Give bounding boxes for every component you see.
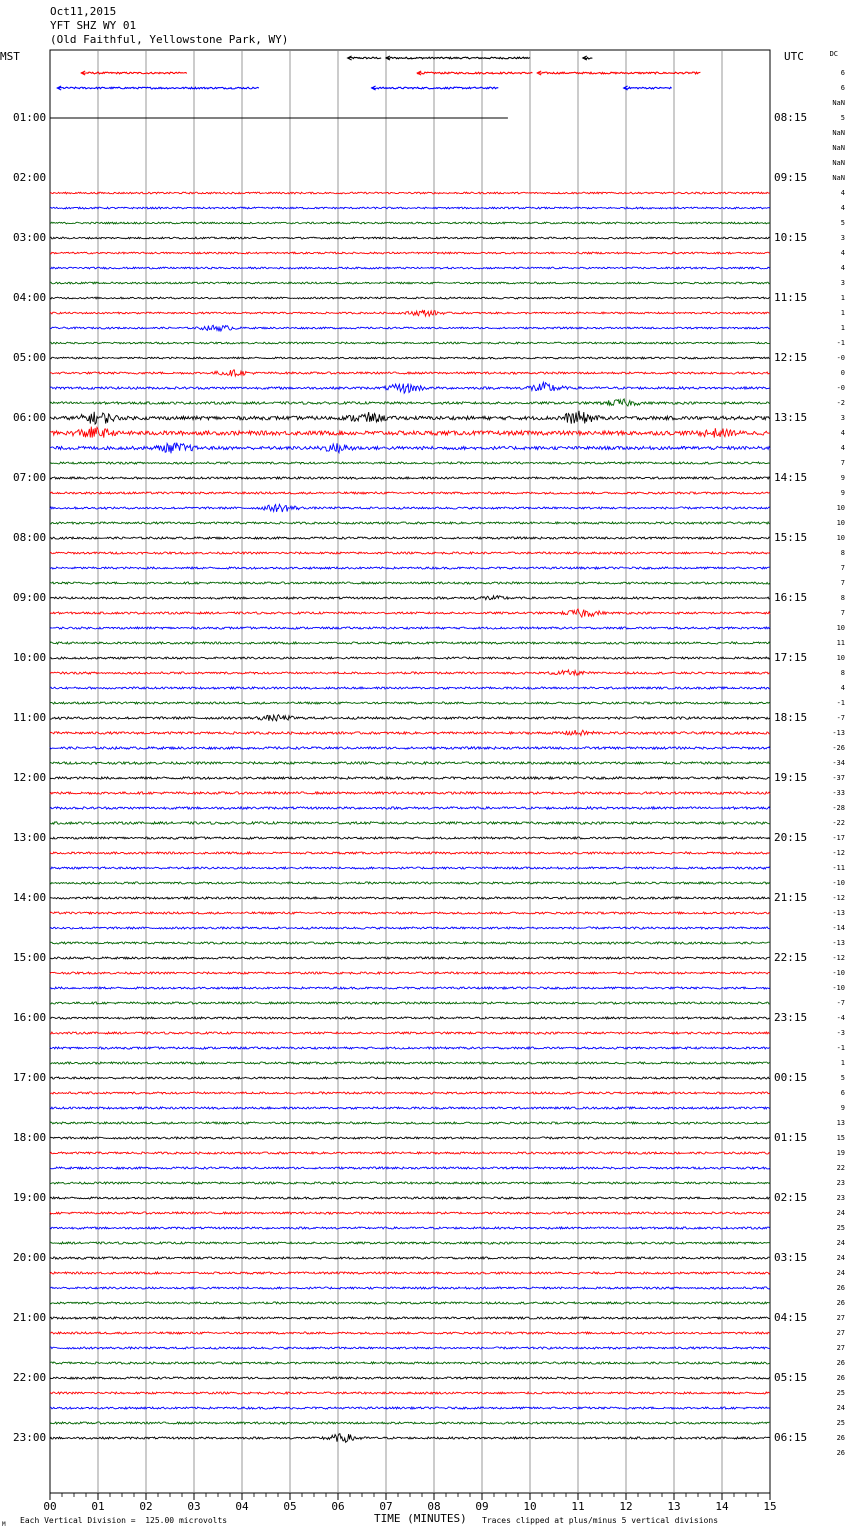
dc-offset-value: 8 <box>840 669 845 677</box>
trace-line <box>50 477 770 479</box>
dc-offset-value: 26 <box>836 1299 845 1307</box>
trace-line <box>50 912 770 914</box>
trace-line <box>50 267 770 269</box>
trace-line <box>50 609 770 617</box>
dc-offset-value: NaN <box>832 159 845 167</box>
x-tick-label: 14 <box>715 1500 729 1513</box>
x-tick-label: 01 <box>91 1500 105 1513</box>
dc-offset-value: 15 <box>836 1134 845 1142</box>
mst-hour-label: 22:00 <box>13 1371 47 1384</box>
trace-line <box>50 1302 770 1304</box>
trace-line <box>50 1032 770 1034</box>
trace-line <box>50 552 770 554</box>
x-tick-label: 10 <box>523 1500 537 1513</box>
utc-hour-label: 20:15 <box>774 831 808 844</box>
dc-offset-value: 5 <box>840 219 845 227</box>
dc-offset-value: -26 <box>832 744 845 752</box>
trace-line <box>50 1197 770 1199</box>
trace-line <box>50 1272 770 1274</box>
dc-offset-value: 11 <box>836 639 845 647</box>
dc-offset-value: NaN <box>832 99 845 107</box>
trace-line <box>50 1227 770 1229</box>
utc-hour-label: 00:15 <box>774 1071 808 1084</box>
dc-offset-value: 24 <box>836 1209 845 1217</box>
trace-line <box>50 747 770 749</box>
trace-line <box>50 297 770 299</box>
dc-offset-value: 25 <box>836 1224 845 1232</box>
dc-offset-value: 19 <box>836 1149 845 1157</box>
dc-offset-value: 4 <box>840 204 845 212</box>
trace-line <box>50 972 770 974</box>
trace-line <box>50 1152 770 1154</box>
dc-offset-value: 25 <box>836 1389 845 1397</box>
utc-hour-label: 09:15 <box>774 171 808 184</box>
trace-line <box>50 443 770 454</box>
dc-offset-value: -7 <box>836 714 845 722</box>
trace-line <box>50 687 770 689</box>
trace-line <box>50 1077 770 1079</box>
dc-offset-value: 23 <box>836 1194 845 1202</box>
dc-offset-value: 6 <box>840 69 845 77</box>
utc-hour-label: 16:15 <box>774 591 808 604</box>
dc-offset-value: -13 <box>832 939 845 947</box>
mst-hour-label: 16:00 <box>13 1011 47 1024</box>
trace-line <box>50 1422 770 1424</box>
dc-offset-value: 7 <box>840 609 845 617</box>
trace-line <box>50 192 770 194</box>
utc-hour-label: 02:15 <box>774 1191 808 1204</box>
x-tick-label: 15 <box>763 1500 777 1513</box>
dc-offset-value: -11 <box>832 864 845 872</box>
trace-line <box>50 657 770 659</box>
trace-line <box>50 325 770 331</box>
dc-offset-value: 4 <box>840 684 845 692</box>
plot-location: (Old Faithful, Yellowstone Park, WY) <box>50 33 289 46</box>
dc-offset-value: -12 <box>832 849 845 857</box>
dc-offset-value: 6 <box>840 1089 845 1097</box>
dc-offset-value: -13 <box>832 909 845 917</box>
trace-line <box>386 57 530 59</box>
dc-offset-value: -13 <box>832 729 845 737</box>
trace-line <box>50 642 770 644</box>
mst-hour-label: 04:00 <box>13 291 47 304</box>
mst-hour-label: 12:00 <box>13 771 47 784</box>
trace-line <box>50 522 770 524</box>
mst-hour-label: 06:00 <box>13 411 47 424</box>
trace-line <box>50 1137 770 1139</box>
trace-line <box>50 1332 770 1334</box>
dc-offset-value: NaN <box>832 129 845 137</box>
trace-line <box>50 462 770 464</box>
mst-hour-label: 02:00 <box>13 171 47 184</box>
mst-axis-title: MST <box>0 50 20 63</box>
dc-offset-value: -14 <box>832 924 845 932</box>
trace-line <box>50 399 770 406</box>
trace-line <box>50 1122 770 1124</box>
x-tick-label: 13 <box>667 1500 681 1513</box>
utc-hour-label: 04:15 <box>774 1311 808 1324</box>
trace-line <box>417 72 532 74</box>
dc-offset-value: 4 <box>840 189 845 197</box>
trace-line <box>50 207 770 209</box>
mst-hour-label: 15:00 <box>13 951 47 964</box>
dc-offset-value: 4 <box>840 264 845 272</box>
trace-line <box>50 492 770 494</box>
dc-offset-value: -17 <box>832 834 845 842</box>
plot-station: YFT SHZ WY 01 <box>50 19 137 32</box>
trace-line <box>50 537 770 539</box>
dc-offset-value: 22 <box>836 1164 845 1172</box>
clip-note: Traces clipped at plus/minus 5 vertical divisions <box>482 1516 719 1525</box>
dc-offset-value: 3 <box>840 279 845 287</box>
mst-hour-label: 11:00 <box>13 711 47 724</box>
utc-hour-label: 10:15 <box>774 231 808 244</box>
trace-line <box>50 370 770 376</box>
dc-offset-value: -0 <box>836 384 845 392</box>
trace-line <box>50 867 770 869</box>
trace-line <box>50 1047 770 1049</box>
dc-offset-value: -7 <box>836 999 845 1007</box>
trace-line <box>624 87 672 89</box>
dc-offset-value: 26 <box>836 1449 845 1457</box>
utc-hour-label: 21:15 <box>774 891 808 904</box>
trace-line <box>50 504 770 512</box>
dc-offset-value: -10 <box>832 984 845 992</box>
scale-note: Each Vertical Division = 125.00 microvolts <box>20 1516 228 1525</box>
dc-offset-value: 4 <box>840 444 845 452</box>
trace-line <box>50 382 770 393</box>
x-tick-label: 03 <box>187 1500 201 1513</box>
dc-offset-value: -34 <box>832 759 845 767</box>
dc-offset-value: 26 <box>836 1434 845 1442</box>
trace-line <box>50 1377 770 1379</box>
plot-date: Oct11,2015 <box>50 5 117 18</box>
dc-offset-value: 24 <box>836 1269 845 1277</box>
dc-offset-value: 3 <box>840 234 845 242</box>
dc-header: DC <box>829 50 838 58</box>
trace-line <box>50 957 770 959</box>
time-axis <box>43 1493 776 1513</box>
trace-line <box>50 1434 770 1443</box>
dc-offset-value: -1 <box>836 1044 845 1052</box>
utc-hour-label: 22:15 <box>774 951 808 964</box>
mst-hour-label: 10:00 <box>13 651 47 664</box>
dc-offset-value: -12 <box>832 894 845 902</box>
utc-hour-label: 06:15 <box>774 1431 808 1444</box>
trace-line <box>50 942 770 944</box>
mst-hour-label: 01:00 <box>13 111 47 124</box>
dc-offset-value: 0 <box>840 369 845 377</box>
trace-line <box>50 357 770 359</box>
dc-offset-value: 7 <box>840 564 845 572</box>
trace-line <box>50 702 770 704</box>
trace-line <box>537 72 700 74</box>
trace-line <box>50 1317 770 1319</box>
trace-line <box>50 342 770 344</box>
dc-offset-value: -10 <box>832 879 845 887</box>
utc-hour-label: 19:15 <box>774 771 808 784</box>
dc-offset-value: 4 <box>840 429 845 437</box>
mst-hour-label: 21:00 <box>13 1311 47 1324</box>
dc-offset-value: 27 <box>836 1314 845 1322</box>
trace-line <box>50 627 770 629</box>
dc-offset-value: NaN <box>832 174 845 182</box>
dc-offset-value: 24 <box>836 1404 845 1412</box>
dc-offset-value: 27 <box>836 1344 845 1352</box>
trace-line <box>50 411 770 424</box>
trace-line <box>50 1392 770 1394</box>
trace-line <box>50 837 770 839</box>
mst-hour-label: 08:00 <box>13 531 47 544</box>
utc-hour-label: 13:15 <box>774 411 808 424</box>
dc-offset-value: -1 <box>836 339 845 347</box>
dc-offset-value: 1 <box>840 324 845 332</box>
dc-offset-value: 25 <box>836 1419 845 1427</box>
trace-line <box>372 87 499 89</box>
trace-line <box>50 1002 770 1004</box>
mst-hour-label: 09:00 <box>13 591 47 604</box>
x-tick-label: 00 <box>43 1500 57 1513</box>
trace-line <box>50 777 770 779</box>
trace-line <box>50 282 770 284</box>
dc-offset-value: -0 <box>836 354 845 362</box>
dc-offset-value: 4 <box>840 249 845 257</box>
trace-line <box>50 310 770 316</box>
trace-line <box>50 1407 770 1409</box>
dc-offset-value: 26 <box>836 1284 845 1292</box>
mst-hour-label: 05:00 <box>13 351 47 364</box>
dc-offset-value: 5 <box>840 1074 845 1082</box>
dc-offset-value: -28 <box>832 804 845 812</box>
trace-line <box>50 927 770 929</box>
trace-line <box>50 762 770 764</box>
trace-line <box>50 715 770 721</box>
dc-offset-value: -4 <box>836 1014 845 1022</box>
dc-offset-value: 24 <box>836 1239 845 1247</box>
dc-offset-value: 1 <box>840 294 845 302</box>
utc-hour-label: 11:15 <box>774 291 808 304</box>
trace-line <box>50 1347 770 1349</box>
utc-hour-label: 18:15 <box>774 711 808 724</box>
trace-line <box>50 882 770 884</box>
dc-offset-value: 24 <box>836 1254 845 1262</box>
dc-offset-value: -22 <box>832 819 845 827</box>
dc-offset-value: 27 <box>836 1329 845 1337</box>
dc-offset-value: 9 <box>840 489 845 497</box>
utc-hour-label: 14:15 <box>774 471 808 484</box>
dc-offset-value: 10 <box>836 534 845 542</box>
dc-offset-value: 1 <box>840 1059 845 1067</box>
mst-hour-label: 14:00 <box>13 891 47 904</box>
trace-line <box>50 1182 770 1184</box>
dc-offset-value: 26 <box>836 1359 845 1367</box>
dc-offset-value: 8 <box>840 594 845 602</box>
mst-hour-label: 23:00 <box>13 1431 47 1444</box>
dc-offset-value: 6 <box>840 84 845 92</box>
x-tick-label: 02 <box>139 1500 153 1513</box>
trace-line <box>50 222 770 224</box>
trace-line <box>50 427 770 438</box>
trace-line <box>50 1092 770 1094</box>
dc-offset-value: -33 <box>832 789 845 797</box>
trace-line <box>50 582 770 584</box>
utc-hour-label: 15:15 <box>774 531 808 544</box>
utc-hour-label: 03:15 <box>774 1251 808 1264</box>
mst-hour-label: 07:00 <box>13 471 47 484</box>
x-tick-label: 12 <box>619 1500 633 1513</box>
dc-offset-value: 1 <box>840 309 845 317</box>
dc-offset-value: 7 <box>840 579 845 587</box>
seismic-traces <box>50 56 770 1442</box>
trace-line <box>50 1242 770 1244</box>
trace-line <box>50 1257 770 1259</box>
trace-line <box>50 567 770 569</box>
trace-line <box>50 252 770 254</box>
trace-line <box>50 670 770 675</box>
x-tick-label: 06 <box>331 1500 345 1513</box>
dc-offset-value: -37 <box>832 774 845 782</box>
trace-line <box>348 57 382 59</box>
x-tick-label: 07 <box>379 1500 393 1513</box>
trace-line <box>50 1062 770 1064</box>
dc-offset-value: 13 <box>836 1119 845 1127</box>
trace-line <box>50 792 770 794</box>
trace-line <box>50 852 770 854</box>
dc-offset-value: 10 <box>836 504 845 512</box>
utc-hour-label: 12:15 <box>774 351 808 364</box>
trace-line <box>50 1212 770 1214</box>
trace-line <box>50 1287 770 1289</box>
dc-offset-value: 10 <box>836 654 845 662</box>
x-tick-label: 05 <box>283 1500 297 1513</box>
dc-offset-value: NaN <box>832 144 845 152</box>
dc-offset-value: -3 <box>836 1029 845 1037</box>
mst-hour-label: 20:00 <box>13 1251 47 1264</box>
dc-offset-value: -2 <box>836 399 845 407</box>
mst-hour-label: 13:00 <box>13 831 47 844</box>
dc-offset-value: -1 <box>836 699 845 707</box>
trace-line <box>50 1017 770 1019</box>
mst-hour-label: 19:00 <box>13 1191 47 1204</box>
trace-line <box>50 822 770 824</box>
utc-hour-label: 01:15 <box>774 1131 808 1144</box>
trace-line <box>50 807 770 809</box>
dc-offset-value: -10 <box>832 969 845 977</box>
trace-line <box>57 87 259 89</box>
trace-line <box>50 987 770 989</box>
x-tick-label: 09 <box>475 1500 489 1513</box>
dc-offset-value: 10 <box>836 519 845 527</box>
dc-offset-value: 3 <box>840 414 845 422</box>
x-tick-label: 11 <box>571 1500 585 1513</box>
x-axis-label: TIME (MINUTES) <box>374 1512 467 1525</box>
dc-offset-value: 5 <box>840 114 845 122</box>
utc-hour-label: 05:15 <box>774 1371 808 1384</box>
dc-offset-value: 9 <box>840 474 845 482</box>
plot-frame <box>50 50 770 1493</box>
x-tick-label: 04 <box>235 1500 249 1513</box>
dc-offset-value: 9 <box>840 1104 845 1112</box>
utc-axis-title: UTC <box>784 50 804 63</box>
x-tick-label: 08 <box>427 1500 441 1513</box>
utc-hour-label: 17:15 <box>774 651 808 664</box>
dc-offset-value: 26 <box>836 1374 845 1382</box>
dc-offset-value: -12 <box>832 954 845 962</box>
grid-lines <box>50 50 770 1493</box>
trace-line <box>50 237 770 239</box>
dc-offset-value: 7 <box>840 459 845 467</box>
dc-offset-value: 23 <box>836 1179 845 1187</box>
trace-line <box>50 1167 770 1169</box>
trace-line <box>50 596 770 600</box>
mst-hour-label: 17:00 <box>13 1071 47 1084</box>
trace-line <box>81 72 187 74</box>
utc-hour-label: 23:15 <box>774 1011 808 1024</box>
dc-offset-value: 10 <box>836 624 845 632</box>
trace-line <box>50 1107 770 1109</box>
trace-line <box>50 730 770 735</box>
corner-mark: M <box>2 1521 6 1528</box>
mst-hour-label: 03:00 <box>13 231 47 244</box>
trace-line <box>50 897 770 899</box>
trace-line <box>50 1362 770 1364</box>
mst-hour-label: 18:00 <box>13 1131 47 1144</box>
dc-offset-value: 8 <box>840 549 845 557</box>
utc-hour-label: 08:15 <box>774 111 808 124</box>
